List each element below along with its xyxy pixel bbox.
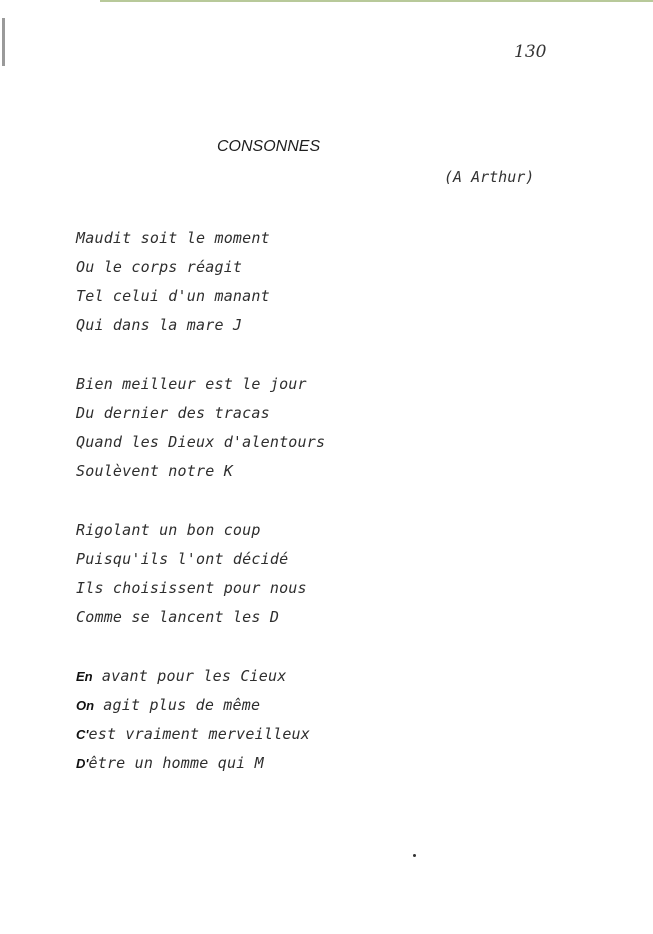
top-rule: [100, 0, 653, 2]
poem-line: Ou le corps réagit: [76, 258, 243, 276]
poem-line: Quand les Dieux d'alentours: [76, 433, 326, 451]
poem-dedication: (A Arthur): [444, 168, 535, 186]
poem-line: Comme se lancent les D: [76, 608, 280, 626]
poem-body: [76, 226, 325, 810]
poem-line: Qui dans la mare J: [76, 316, 243, 334]
poem-line: En avant pour les Cieux: [76, 667, 287, 685]
poem-line: Bien meilleur est le jour: [76, 375, 307, 393]
stanza-2: [76, 372, 325, 488]
stanza-1: [76, 226, 325, 342]
poem-line: C'est vraiment merveilleux: [76, 725, 311, 743]
page-number: 130: [514, 42, 547, 62]
ink-speck: [413, 854, 416, 857]
poem-line: Maudit soit le moment: [76, 229, 270, 247]
poem-line: Soulèvent notre K: [76, 462, 233, 480]
poem-line: Rigolant un bon coup: [76, 521, 261, 539]
poem-line: Puisqu'ils l'ont décidé: [76, 550, 289, 568]
poem-line: Tel celui d'un manant: [76, 287, 270, 305]
binding-mark: [2, 18, 5, 66]
poem-line: On agit plus de même: [76, 696, 261, 714]
poem-line: Du dernier des tracas: [76, 404, 270, 422]
poem-title: CONSONNES: [217, 138, 321, 155]
stanza-4: [76, 664, 325, 780]
poem-line: Ils choisissent pour nous: [76, 579, 307, 597]
stanza-3: [76, 518, 325, 634]
poem-line: D'être un homme qui M: [76, 754, 264, 772]
